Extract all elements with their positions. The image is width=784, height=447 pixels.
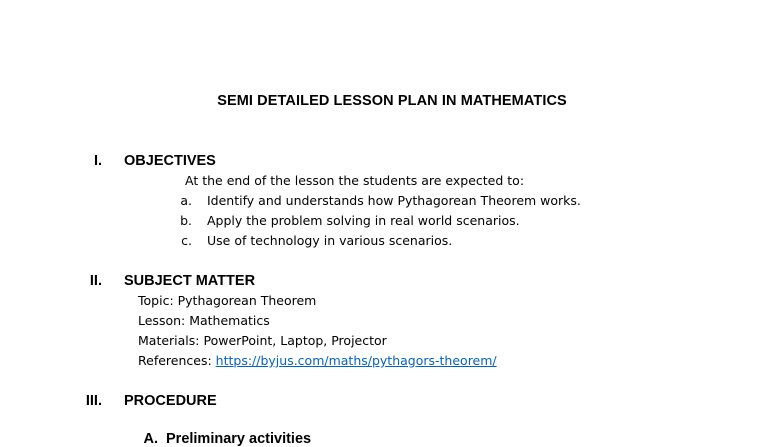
objective-item: Apply the problem solving in real world scenarios. [207,213,520,228]
objective-letter: c. [181,233,192,248]
section-heading-procedure: PROCEDURE [124,393,217,409]
section-number: III. [85,393,102,409]
document-title: SEMI DETAILED LESSON PLAN IN MATHEMATICS [217,93,567,109]
objective-letter: b. [180,213,192,228]
procedure-subitem-text: Preliminary activities [166,431,312,447]
section-heading-objectives: OBJECTIVES [124,153,216,169]
subject-lesson: Lesson: Mathematics [138,313,270,328]
objective-item: Use of technology in various scenarios. [207,233,453,248]
subject-references [138,353,497,368]
section-heading-subject-matter: SUBJECT MATTER [124,273,256,289]
procedure-subitem-letter: A. [143,431,158,447]
subject-materials: Materials: PowerPoint, Laptop, Projector [138,333,387,348]
references-label: References: [138,353,216,368]
objective-letter: a. [180,193,192,208]
objective-item: Identify and understands how Pythagorean Theorem works. [207,193,581,208]
references-link[interactable]: https://byjus.com/maths/pythagors-theorem/ [215,353,497,368]
section-number: II. [89,273,102,289]
objectives-intro: At the end of the lesson the students are expected to: [185,173,525,188]
subject-topic: Topic: Pythagorean Theorem [138,293,317,308]
section-number: I. [93,153,102,169]
